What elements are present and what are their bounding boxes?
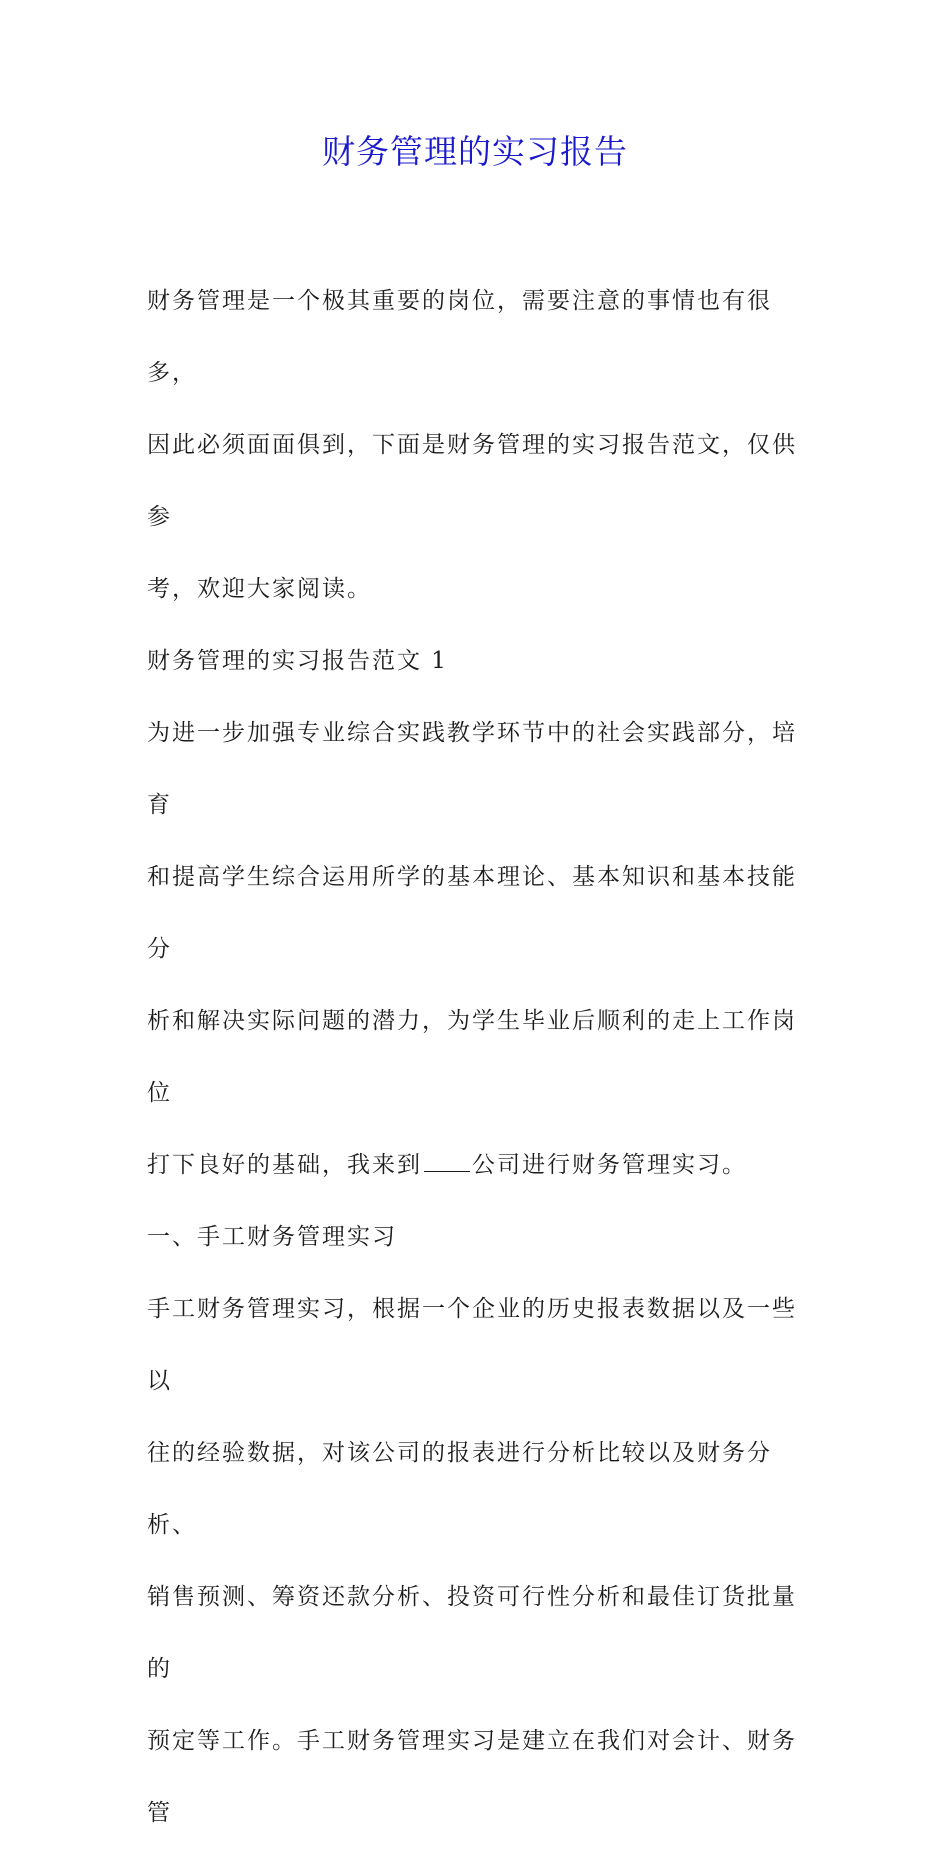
document-title: 财务管理的实习报告 [322,132,628,171]
section-heading-sample-1: 财务管理的实习报告范文 1 [147,648,448,674]
intro-line-3: 考，欢迎大家阅读。 [147,576,372,602]
manual-line-1: 手工财务管理实习，根据一个企业的历史报表数据以及一些以 [147,1296,797,1394]
section-heading-manual: 一、手工财务管理实习 [147,1224,397,1250]
intro-line-2: 因此必须面面俱到，下面是财务管理的实习报告范文，仅供参 [147,432,797,530]
intro-line-1: 财务管理是一个极其重要的岗位，需要注意的事情也有很多， [147,288,772,386]
manual-line-2: 往的经验数据，对该公司的报表进行分析比较以及财务分析、 [147,1440,772,1538]
purpose-line-1: 为进一步加强专业综合实践教学环节中的社会实践部分，培育 [147,720,797,818]
purpose-line-4-before: 打下良好的基础，我来到 [147,1152,422,1178]
document-body [147,265,807,1849]
purpose-line-4-after: 公司进行财务管理实习。 [472,1152,747,1178]
purpose-line-3: 析和解决实际问题的潜力，为学生毕业后顺利的走上工作岗位 [147,1008,797,1106]
manual-line-3: 销售预测、筹资还款分析、投资可行性分析和最佳订货批量的 [147,1584,797,1682]
purpose-line-4 [147,1129,807,1201]
manual-line-4: 预定等工作。手工财务管理实习是建立在我们对会计、财务管 [147,1728,797,1826]
purpose-line-2: 和提高学生综合运用所学的基本理论、基本知识和基本技能分 [147,864,797,962]
company-name-blank [424,1153,470,1172]
